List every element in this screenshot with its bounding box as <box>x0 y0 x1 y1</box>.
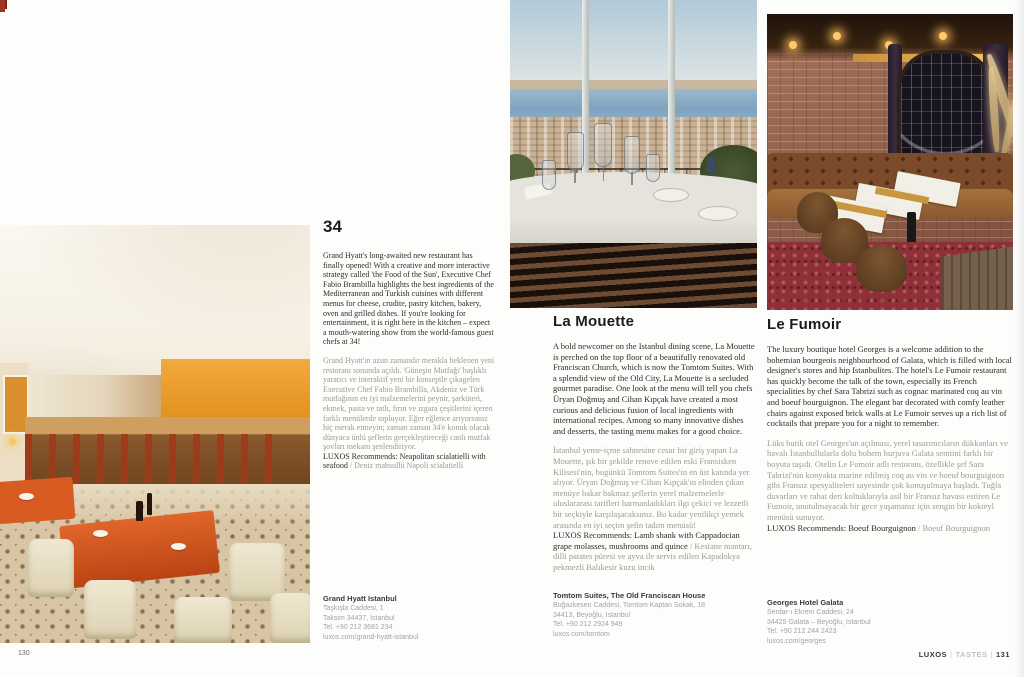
venue-name: Tomtom Suites, The Old Franciscan House <box>553 591 706 600</box>
venue-city: Taksim 34437, Istanbul <box>323 614 395 622</box>
glass-stem <box>631 172 633 185</box>
recommends-en: LUXOS Recommends: Neapolitan scialatielli with seafood <box>323 451 486 471</box>
venue-city: 34425 Galata – Beyoğlu, Istanbul <box>767 618 871 626</box>
article-34 <box>323 217 495 480</box>
venue-street: Boğazkesen Caddesi, Tomtom Kaptan Sokak, 18 <box>553 602 706 609</box>
article-34-body-en: Grand Hyatt's long-awaited new restaurant has finally opened! With a creative and more interactive strategy called 'the Food of the Sun', Executive Chef Fabio Brambilla highlights the best ingredients of the Mediterranean and Turkish cuisines with different menus for cheese, crudite, pastry kitchen, bakery, oven and grilled dishes. If you're looking for entertainment, it is right here in the kitchen – expect a mouth-watering show from the world-famous guest chefs at 34! <box>323 251 494 347</box>
venue-url: luxos.com/georges <box>767 637 826 645</box>
recommends-en: LUXOS Recommends: Boeuf Bourguignon <box>767 522 916 533</box>
venue-url: luxos.com/grand-hyatt-istanbul <box>323 633 419 641</box>
venue-phone: Tel. +90 212 2924 949 <box>553 621 623 628</box>
page-edge-shadow <box>1015 0 1024 677</box>
wine-bottle <box>136 501 143 521</box>
la-mouette-recommends <box>553 530 756 572</box>
cream-chair <box>270 593 310 643</box>
recommends-tr: / Kestane mantarı, dilli patates püresi ve ayva ile servis edilen Kapadokya pekmezli Balıkesir kuzu incik <box>553 540 752 572</box>
wine-glass <box>594 123 612 167</box>
cream-chair <box>28 539 75 598</box>
window-mullion <box>668 0 675 179</box>
binding-mark <box>0 0 5 12</box>
article-34-title: 34 <box>323 217 342 236</box>
chair-back-slats <box>510 243 757 308</box>
venue-name: Georges Hotel Galata <box>767 598 844 607</box>
leather-chair <box>856 245 908 292</box>
venue-name: Grand Hyatt Istanbul <box>323 594 397 603</box>
grand-hyatt-restaurant-photo <box>0 225 310 643</box>
footer-separator: | <box>990 650 993 659</box>
footer-separator: | <box>950 650 953 659</box>
water-glass <box>542 160 556 190</box>
article-la-mouette <box>553 313 756 581</box>
le-fumoir-recommends <box>767 523 1012 534</box>
pendant-light <box>789 41 797 49</box>
glass-stem <box>574 169 576 183</box>
article-34-recommends <box>323 452 495 471</box>
article-le-fumoir <box>767 316 1012 542</box>
wine-glass <box>567 132 584 171</box>
le-fumoir-title: Le Fumoir <box>767 316 842 333</box>
venue-phone: Tel. +90 212 244 2423 <box>767 628 837 635</box>
venue-street: Serdar-ı Ekrem Caddesi, 24 <box>767 609 854 616</box>
venue-address-tomtom-suites <box>553 591 763 639</box>
plate <box>171 543 186 550</box>
glass-stem <box>603 166 605 181</box>
venue-phone: Tel. +90 212 3681 234 <box>323 624 393 631</box>
le-fumoir-body-en: The luxury boutique hotel Georges is a welcome addition to the bohemian bourgeois neighbourhood of Galata, which is filled with local designer's stores and hip Istanbulites. The hotel's Le Fumoir restaurant has quickly become the talk of the town, especially its French specialities by chef Sara Tabrizi such as cognac marinated coq au vin and boeuf bourguignon. The elegant bar decorated with comfy leather chairs against exposed brick walls at Le Fumoir serves up a rich list of cocktails that prepare you for a night to remember. <box>767 344 1012 429</box>
plate <box>19 493 34 500</box>
stone-floor <box>942 245 1013 310</box>
article-34-body-tr: Grand Hyatt'ın uzun zamandır merakla beklenen yeni restoranı sonunda açıldı. 'Güneşin Mutfağı' başlıklı yaratıcı ve interaktif yeni bir konseptle çıkagelen Executive Chef Fabio Brambilla, Akdeniz ve Türk mutfağının en iyi malzemelerini peynir, şarküteri, ekmek, pasta ve tatlı, fırın ve ızgara çeşitlerini içeren farklı menülerde topluyor. Eğer eğlence arıyorsanız hiç merak etmeyin; zaman zaman 34'e konuk olacak dünyaca ünlü şeflerin gerçekleştireceği canlı mutfak şovları mekanı şenlendiriyor. <box>323 355 495 452</box>
water-glass <box>646 154 660 182</box>
recommends-tr: / Deniz mahsullü Napoli scialatielli <box>349 461 464 471</box>
person-in-blue <box>707 157 715 174</box>
footer-section: TASTES <box>955 650 988 659</box>
le-fumoir-body-tr: Lüks butik otel Georges'un açılması, yerel tasarımcıların dükkanları ve havalı İstanbullularla dolu bohem burjuva Galata semtini farklı bir boyuta taşıdı. Otelin Le Fumoir adlı restoranı, özellikle şef Sara Tabrizi'nin konyakta marine edilmiş coq au vin ve boeuf bourguignon gibi Fransız spesyaliteleri sayesinde çok konuşulmaya başladı. Tuğla duvarları ve rahat deri koltuklarıyla asil bir Fransız havası estiren Le Fumoir, unutulmayacak bir gece yaşamanız için zengin bir kokteyl menüsü sunuyor. <box>767 437 1008 522</box>
la-mouette-body-en: A bold newcomer on the Istanbul dining scene, La Mouette is perched on the top floor of a beautifully renovated old Franciscan Church, which is now the Tomtom Suites. With a splendid view of the Old City, La Mouette is a secluded gourmet paradise. One look at the menu will tell you chefs Üryan Doğmuş and Cihan Kıpçak have created a most curious and delicious fusion of local ingredients with international recipes. Among so many innovative dishes and desserts, the tasting menu makes for a good choice. <box>553 341 755 436</box>
venue-address-georges-hotel <box>767 598 977 646</box>
venue-url: luxos.com/tomtom <box>553 630 610 638</box>
cream-chair <box>174 597 233 643</box>
page-footer-right <box>919 650 1010 659</box>
pendant-light <box>939 32 947 40</box>
page-number-left: 130 <box>18 650 30 657</box>
venue-street: Taşkışla Caddesi, 1 <box>323 605 384 612</box>
venue-address-grand-hyatt <box>323 594 495 642</box>
cream-chair <box>84 580 137 639</box>
recommends-en: LUXOS Recommends: Lamb shank with Cappadocian grape molasses, mushrooms and quince <box>553 530 740 551</box>
wine-glass <box>624 136 640 174</box>
la-mouette-title: La Mouette <box>553 313 635 330</box>
venue-city: 34413, Beyoğlu, Istanbul <box>553 611 631 619</box>
la-mouette-terrace-photo <box>510 0 757 308</box>
le-fumoir-interior-photo <box>767 14 1013 310</box>
dining-table <box>0 477 76 525</box>
plate <box>653 188 689 202</box>
la-mouette-body-tr: İstanbul yeme-içme sahnesine cesur bir giriş yapan La Mouette, şık bir şekilde renove edilen eski Fransisken Kilisesi'nin, bugünkü Tomtom Suites'in en üst katında yer alıyor. Üryan Doğmuş ve Cihan Kıpçak'ın elinden çıkan menüye bakar bakmaz şeflerin yerel malzemelerle uluslararası tarifleri harmanladıkları ilgi çekici ve lezzetli bir seçkiyle karşılaşacaksınız. Bu kadar yenilikçi yemek arasında en iyi seçim şefin tadım menüsü! <box>553 445 750 530</box>
recommends-tr: / Boeuf Bourguignon <box>917 522 991 533</box>
footer-brand: LUXOS <box>918 650 948 659</box>
wine-bottle <box>147 493 152 515</box>
page-number-right: 131 <box>995 650 1010 659</box>
